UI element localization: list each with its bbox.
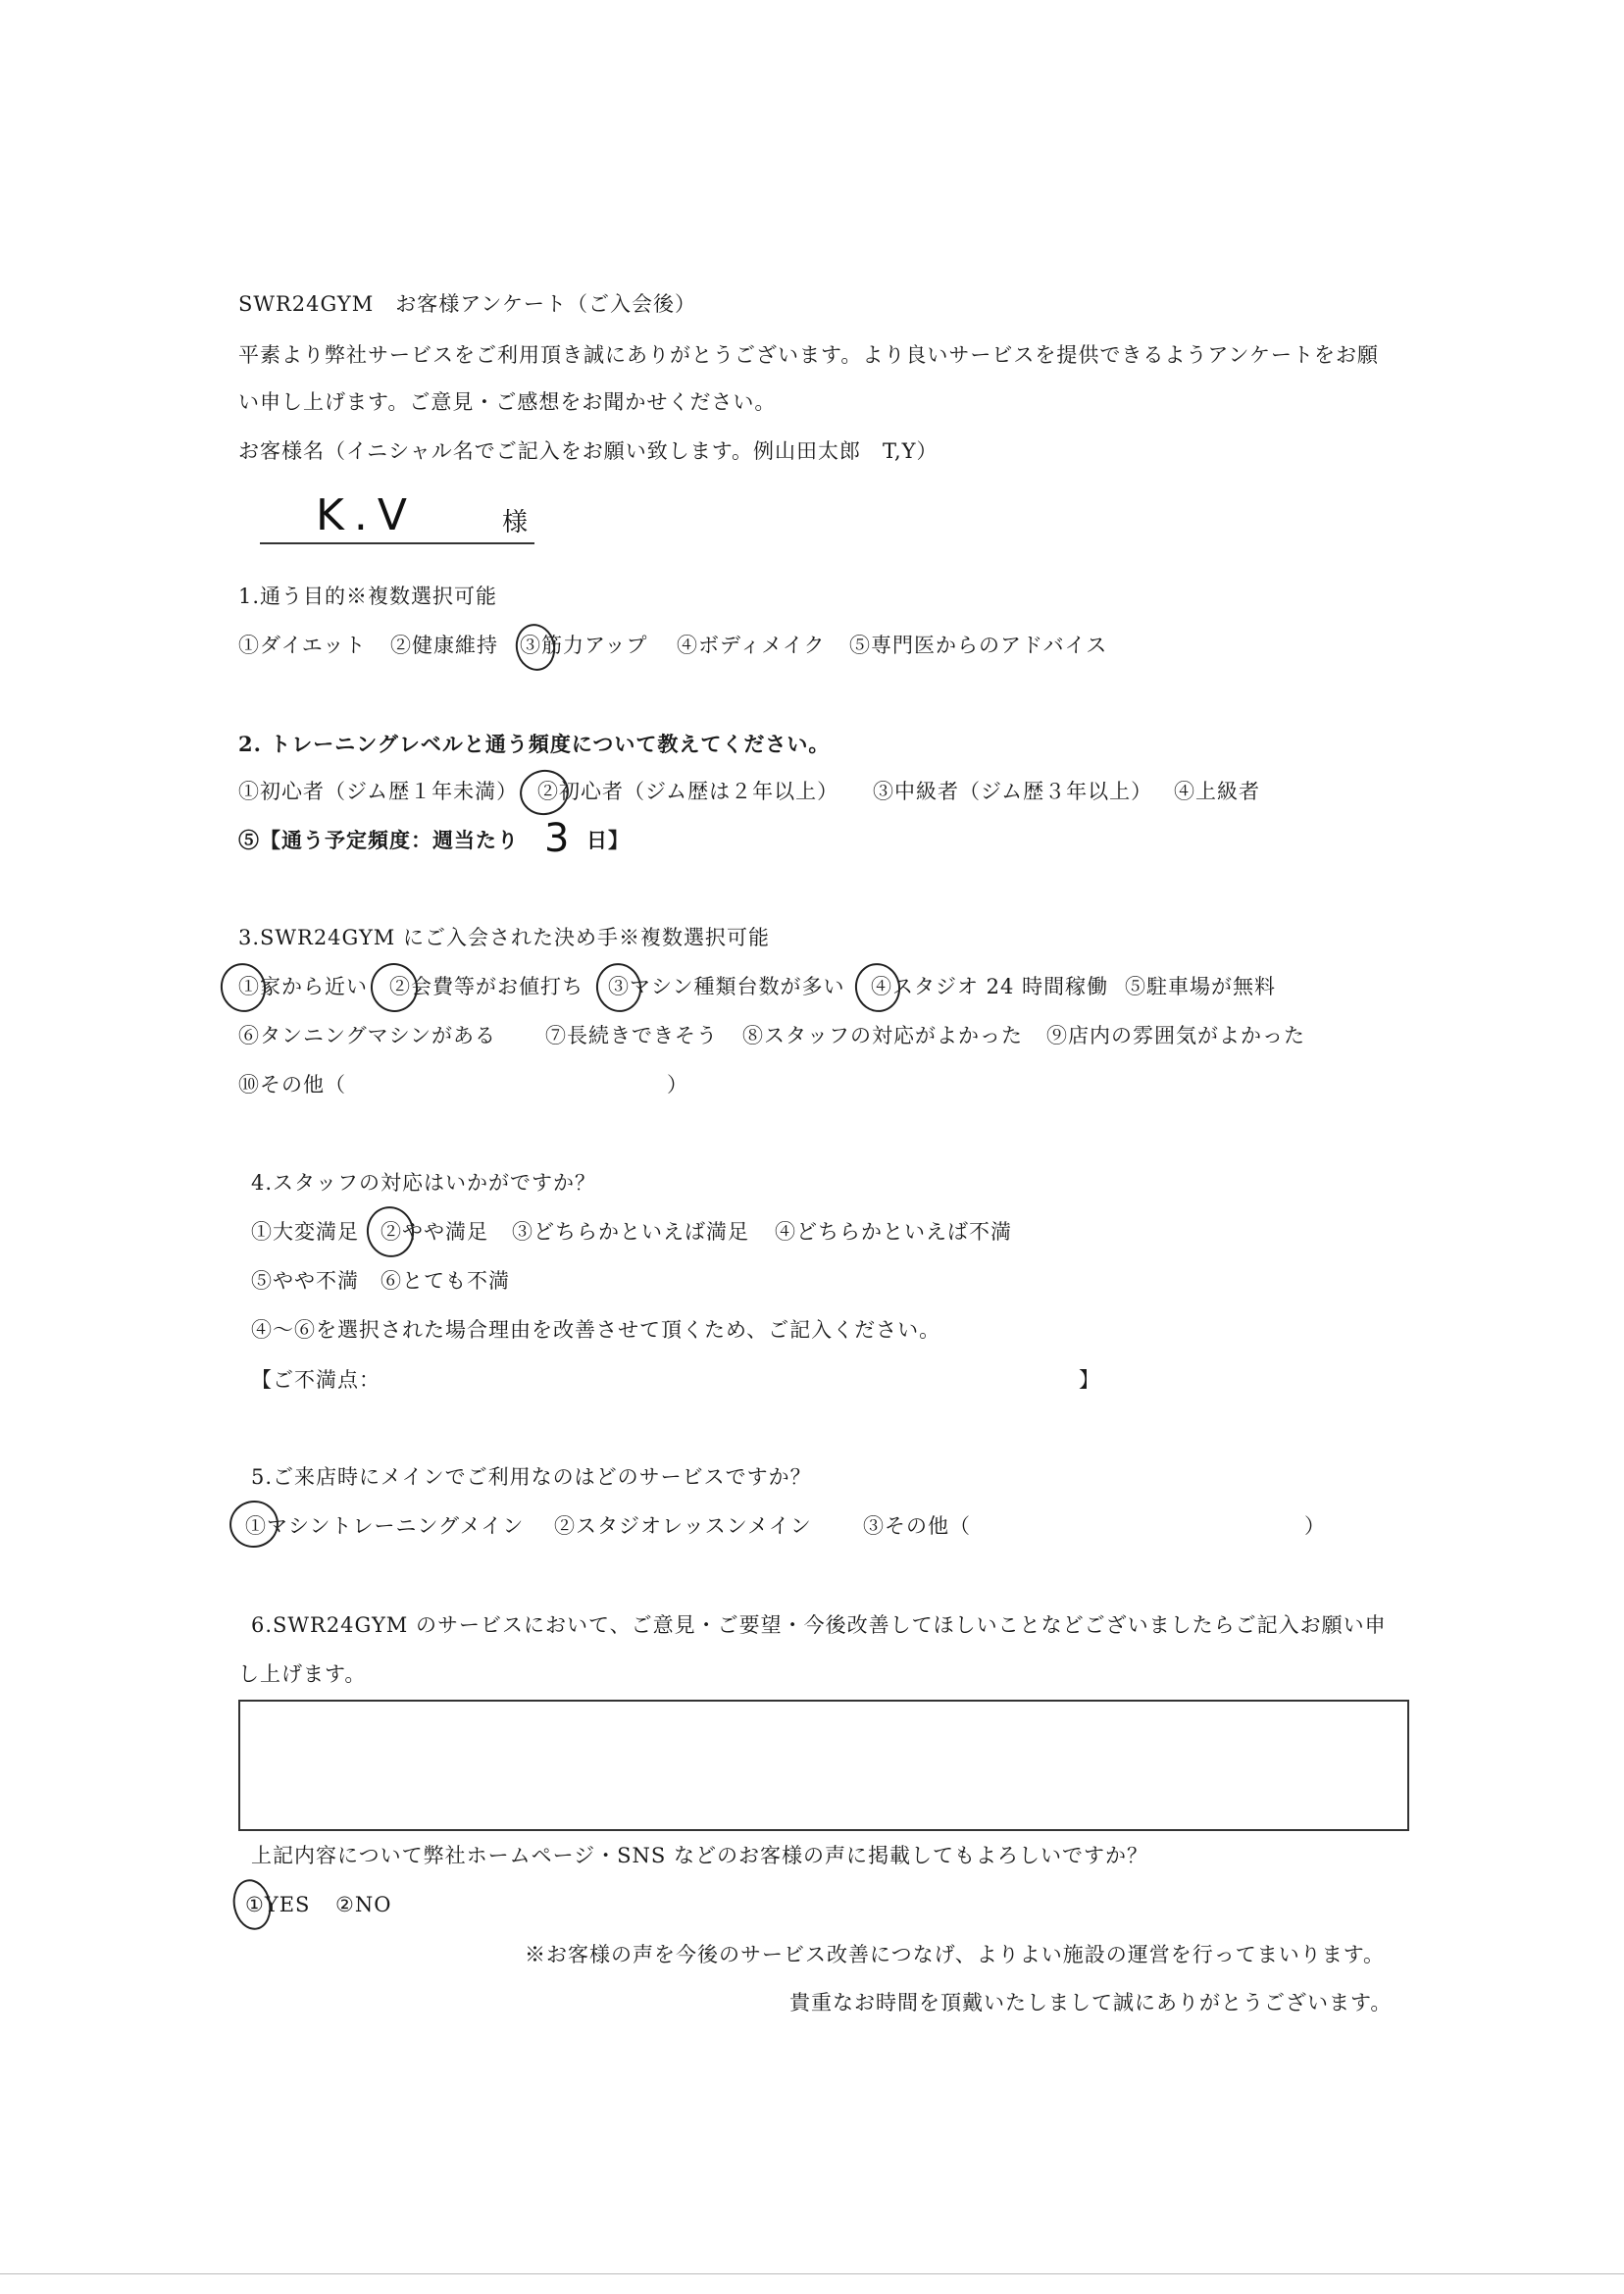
publish-option-yes[interactable]: ①YES bbox=[245, 1893, 311, 1916]
form-title: SWR24GYM お客様アンケート（ご入会後） bbox=[238, 292, 697, 316]
q4-complaint-close: 】 bbox=[1079, 1368, 1100, 1392]
q4-option-rather-dissatisfied[interactable]: ④どちらかといえば不満 bbox=[775, 1220, 1012, 1244]
q5-title: 5.ご来店時にメインでご利用なのはどのサービスですか？ bbox=[251, 1465, 812, 1489]
q6-title-line-2: し上げます。 bbox=[238, 1662, 367, 1686]
q1-option-bodymake[interactable]: ④ボディメイク bbox=[677, 634, 826, 657]
q3-option-free-parking[interactable]: ⑤駐車場が無料 bbox=[1125, 975, 1276, 998]
q3-option-machines[interactable]: ③マシン種類台数が多い bbox=[608, 975, 845, 998]
q2-frequency-label: ⑤【通う予定頻度：週当たり bbox=[238, 828, 519, 852]
publish-option-no[interactable]: ②NO bbox=[335, 1893, 392, 1916]
name-underline bbox=[260, 542, 534, 544]
q4-note: ④～⑥を選択された場合理由を改善させて頂くため、ご記入ください。 bbox=[251, 1318, 941, 1342]
q2-option-intermediate[interactable]: ③中級者（ジム歴３年以上） bbox=[873, 780, 1153, 803]
q3-option-fee-value[interactable]: ②会費等がお値打ち bbox=[389, 975, 584, 998]
name-suffix: 様 bbox=[502, 508, 530, 537]
q4-option-rather-satisfied[interactable]: ③どちらかといえば満足 bbox=[512, 1220, 749, 1244]
footer-line-1: ※お客様の声を今後のサービス改善につなげ、よりよい施設の運営を行ってまいります。 bbox=[525, 1943, 1386, 1966]
q2-title: 2. トレーニングレベルと通う頻度について教えてください。 bbox=[238, 732, 831, 756]
q2-frequency-value[interactable]: 3 bbox=[544, 816, 570, 861]
scan-edge-line bbox=[0, 2273, 1624, 2274]
customer-name-value[interactable]: K.V bbox=[316, 490, 417, 540]
q4-complaint-label: 【ご不満点： bbox=[251, 1368, 381, 1392]
q1-option-health[interactable]: ②健康維持 bbox=[390, 634, 498, 657]
intro-line-1: 平素より弊社サービスをご利用頂き誠にありがとうございます。より良いサービスを提供できるようアンケートをお願 bbox=[238, 343, 1380, 367]
q4-option-somewhat-dissatisfied[interactable]: ⑤やや不満 bbox=[251, 1269, 359, 1293]
q2-frequency-unit: 日】 bbox=[586, 828, 630, 852]
q4-option-somewhat-satisfied[interactable]: ②やや満足 bbox=[381, 1220, 488, 1244]
name-prompt: お客様名（イニシャル名でご記入をお願い致します。例山田太郎 T,Y） bbox=[238, 439, 939, 463]
q5-option-machine-training[interactable]: ①マシントレーニングメイン bbox=[245, 1514, 525, 1538]
q2-option-beginner-under1[interactable]: ①初心者（ジム歴１年未満） bbox=[238, 780, 519, 803]
q3-other-label: ⑩その他（ bbox=[238, 1073, 346, 1096]
q5-option-studio-lesson[interactable]: ②スタジオレッスンメイン bbox=[554, 1514, 812, 1538]
q3-option-staff-good[interactable]: ⑧スタッフの対応がよかった bbox=[742, 1024, 1023, 1047]
q3-option-studio-24h[interactable]: ④スタジオ 24 時間稼働 bbox=[871, 975, 1109, 998]
q3-option-atmosphere[interactable]: ⑨店内の雰囲気がよかった bbox=[1046, 1024, 1305, 1047]
q3-option-near-home[interactable]: ①家から近い bbox=[238, 975, 368, 998]
q5-other-close: ） bbox=[1304, 1514, 1326, 1538]
q1-option-doctor-advice[interactable]: ⑤専門医からのアドバイス bbox=[849, 634, 1108, 657]
q1-option-muscle[interactable]: ③筋力アップ bbox=[520, 634, 648, 657]
q2-option-advanced[interactable]: ④上級者 bbox=[1174, 780, 1260, 803]
intro-line-2: い申し上げます。ご意見・ご感想をお聞かせください。 bbox=[238, 390, 777, 414]
q1-title: 1.通う目的※複数選択可能 bbox=[238, 585, 498, 608]
q6-title-line-1: 6.SWR24GYM のサービスにおいて、ご意見・ご要望・今後改善してほしいことなどございましたらご記入お願い申 bbox=[251, 1613, 1387, 1637]
q4-option-very-dissatisfied[interactable]: ⑥とても不満 bbox=[381, 1269, 510, 1293]
q2-option-beginner-over2[interactable]: ②初心者（ジム歴は２年以上） bbox=[537, 780, 839, 803]
q3-other-close: ） bbox=[667, 1073, 688, 1096]
q3-option-tanning[interactable]: ⑥タンニングマシンがある bbox=[238, 1024, 497, 1047]
q4-title: 4.スタッフの対応はいかがですか？ bbox=[251, 1171, 597, 1195]
q5-option-other[interactable]: ③その他（ bbox=[863, 1514, 971, 1538]
q6-answer-box[interactable] bbox=[238, 1700, 1409, 1831]
footer-line-2: 貴重なお時間を頂戴いたしまして誠にありがとうございます。 bbox=[789, 1991, 1393, 2014]
publish-question: 上記内容について弊社ホームページ・SNS などのお客様の声に掲載してもよろしいですか？ bbox=[251, 1844, 1148, 1867]
q4-option-very-satisfied[interactable]: ①大変満足 bbox=[251, 1220, 359, 1244]
q1-option-diet[interactable]: ①ダイエット bbox=[238, 634, 367, 657]
q3-title: 3.SWR24GYM にご入会された決め手※複数選択可能 bbox=[238, 926, 770, 949]
q3-option-long-lasting[interactable]: ⑦長続きできそう bbox=[545, 1024, 718, 1047]
